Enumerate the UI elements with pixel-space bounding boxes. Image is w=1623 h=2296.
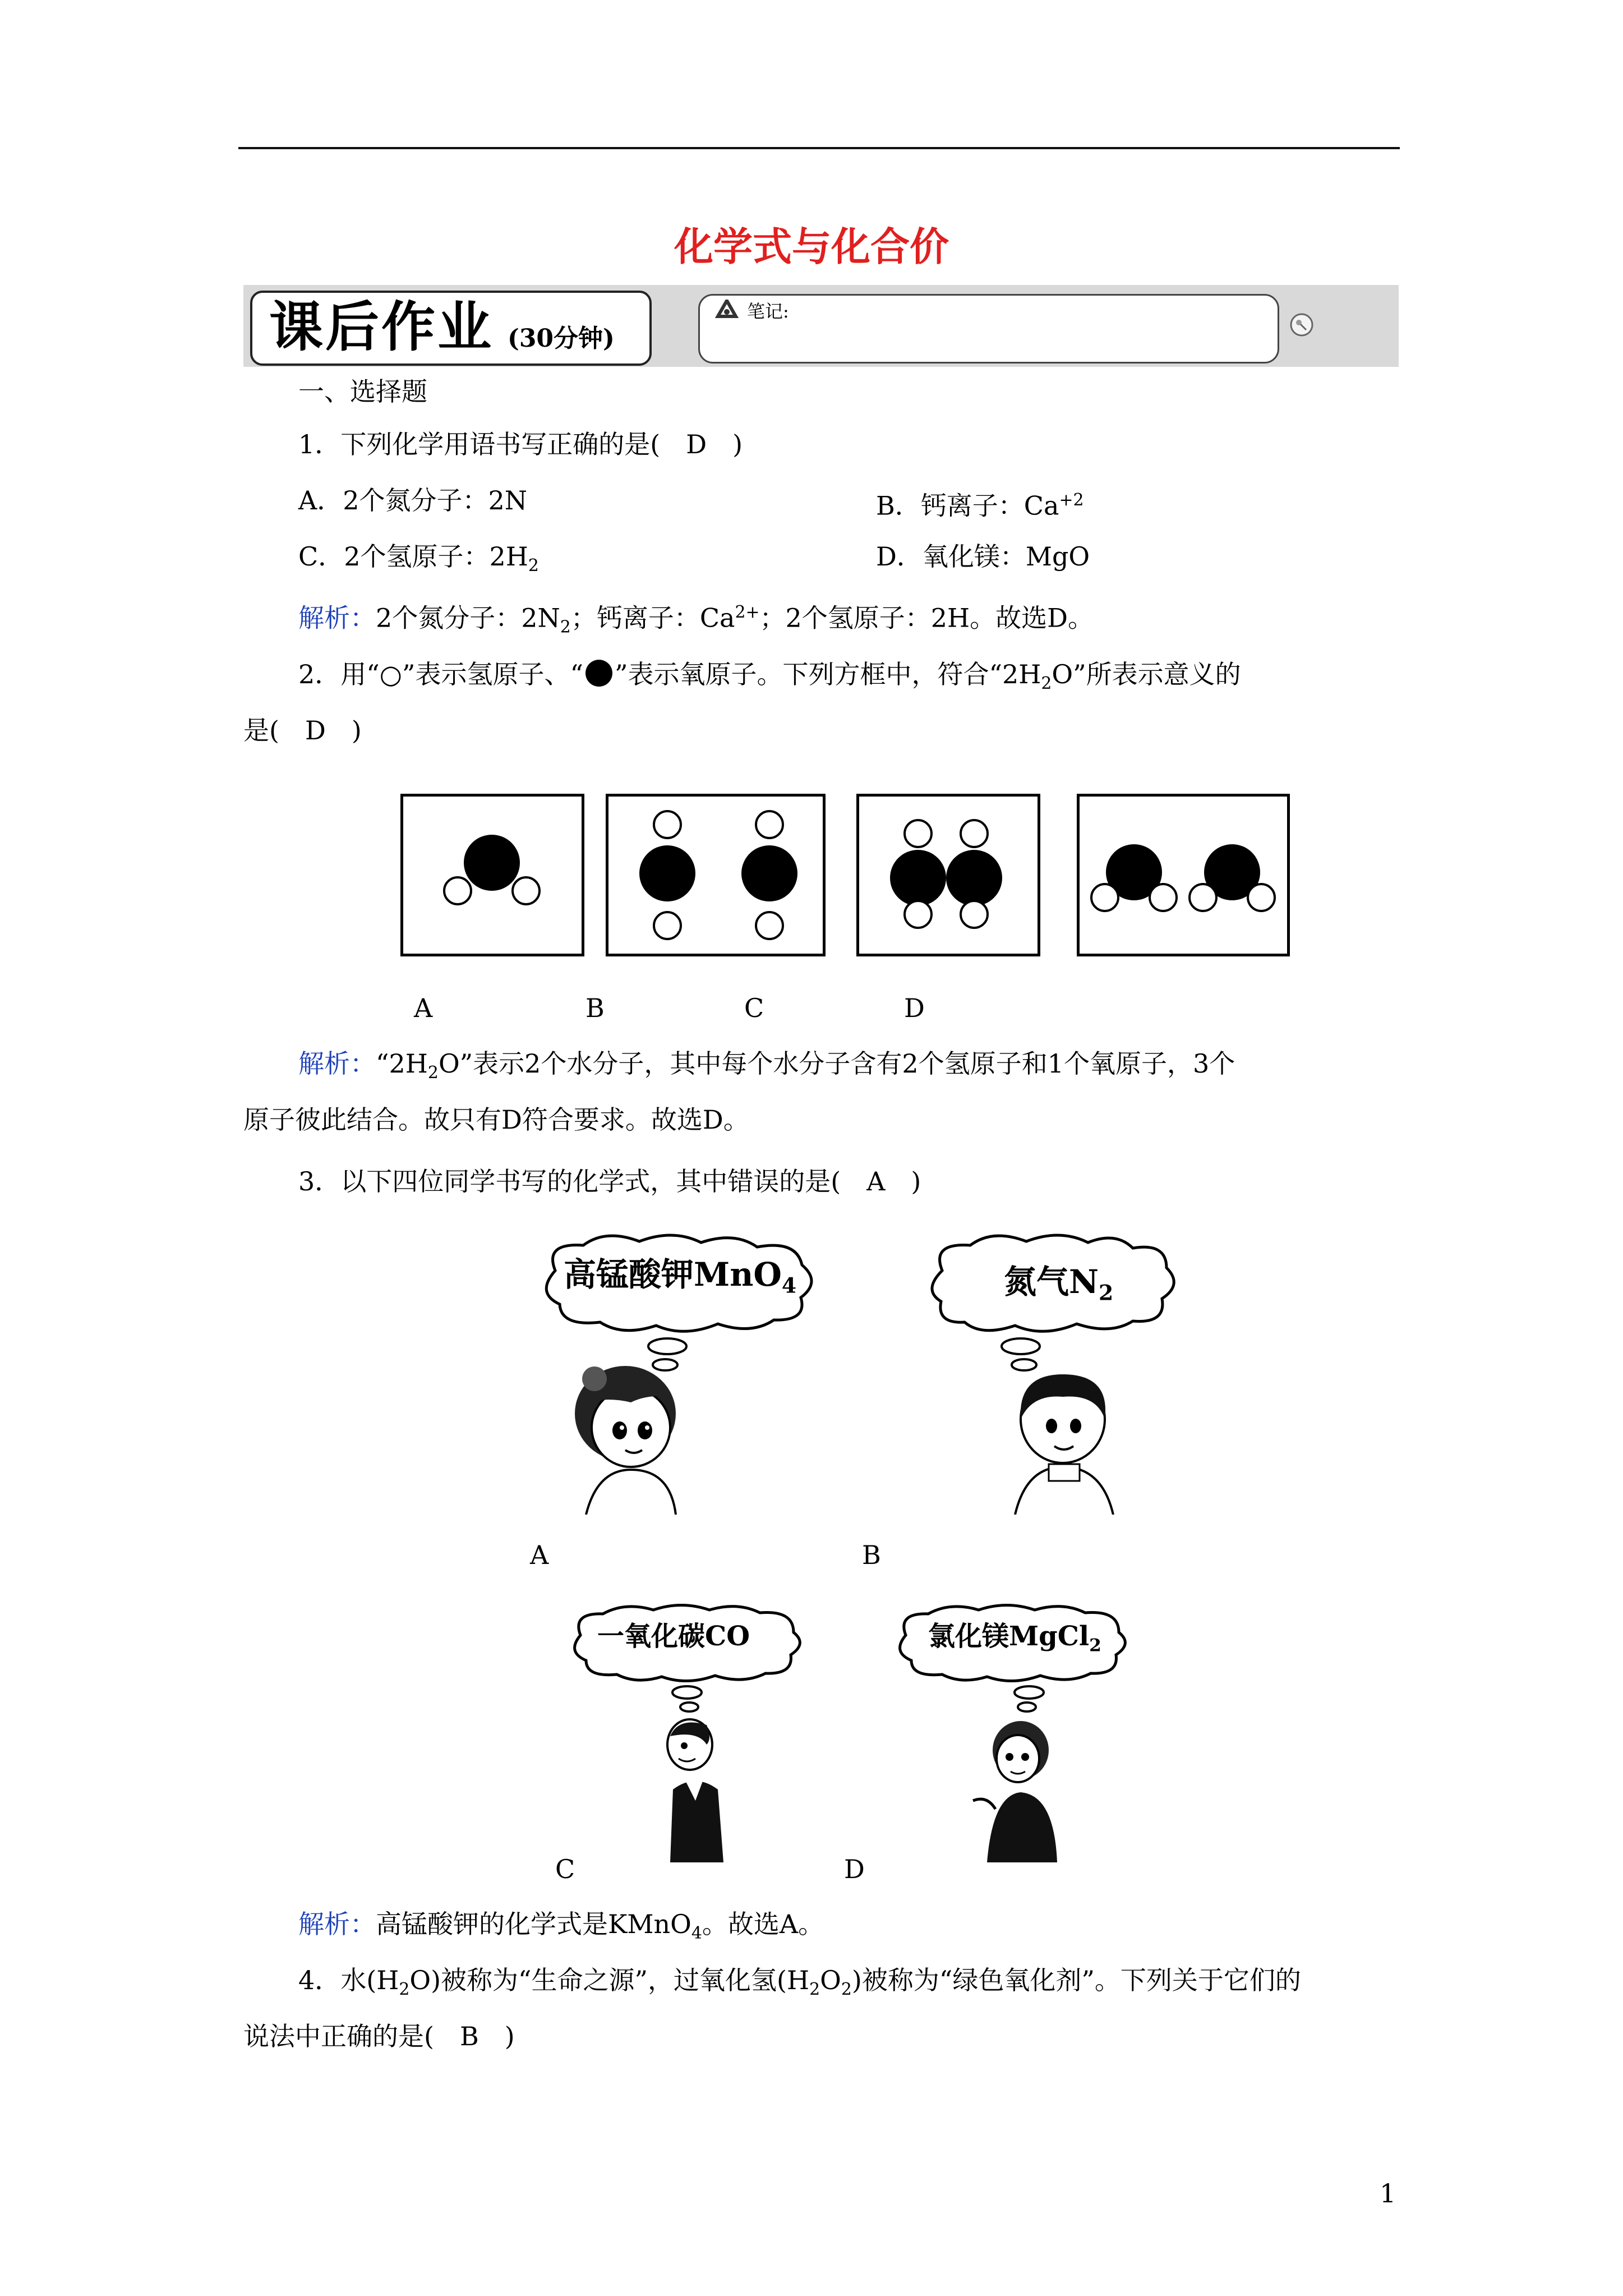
notes-label: 笔记: [747, 301, 789, 322]
molecule-d-drawing [1080, 797, 1287, 954]
q2-label-d: D [904, 993, 925, 1023]
q3-label-a: A [530, 1540, 549, 1570]
page-number: 1 [1380, 2178, 1396, 2208]
bubble-a-text: 高锰酸钾MnO$_4$ [564, 1255, 797, 1298]
q4-stem-line2: 说法中正确的是( B ) [243, 2021, 515, 2051]
q2-analysis: 解析：“$2H_2O$”表示2个水分子，其中每个水分子含有2个氢原子和1个氧原子，3个 [298, 1048, 1235, 1083]
q3-label-c: C [555, 1854, 575, 1884]
q3-stem: 3．以下四位同学书写的化学式，其中错误的是( A ) [298, 1166, 921, 1197]
pin-icon [1289, 312, 1315, 338]
molecule-box-c [856, 794, 1040, 956]
q2-analysis-line2: 原子彼此结合。故只有D符合要求。故选D。 [243, 1105, 749, 1135]
q1-option-c: C．2个氢原子：$2H_2$ [298, 541, 539, 576]
bubble-b-text: 氮气$N_2$ [1004, 1263, 1114, 1305]
q3-label-d: D [844, 1854, 865, 1884]
q1-option-a: A．2个氮分子：2N [298, 485, 528, 516]
molecule-box-b [606, 794, 826, 956]
q1-stem: 1．下列化学用语书写正确的是( D ) [298, 429, 743, 459]
section-heading: 一、选择题 [298, 376, 427, 407]
banner-duration: (30分钟) [508, 324, 615, 353]
oxygen-atom-icon [585, 660, 612, 687]
q4-stem: 4．水$(H_2O)$被称为“生命之源”，过氧化氢$(H_2O_2)$被称为“绿色氧化剂”。下列关于它们的 [298, 1965, 1301, 2000]
molecule-box-a [400, 794, 584, 956]
molecule-c-drawing [859, 797, 1038, 954]
q3-analysis: 解析：高锰酸钾的化学式是KMnO$_4$。故选A。 [298, 1909, 824, 1944]
q2-stem-line2: 是( D ) [243, 715, 362, 746]
student-boy-c-illustration [645, 1711, 746, 1862]
molecule-b-drawing [608, 797, 823, 954]
recycle-icon [711, 300, 743, 322]
q1-option-b: B．钙离子：$Ca^{+2}$ [876, 490, 1084, 521]
q1-option-d: D．氧化镁：MgO [876, 541, 1090, 572]
student-boy-b-illustration [998, 1363, 1127, 1515]
page-title: 化学式与化合价 [674, 223, 949, 270]
bubble-c-text: 一氧化碳CO [597, 1621, 750, 1652]
molecule-box-d [1077, 794, 1290, 956]
bubble-d-text: 氯化镁MgCl$_2$ [928, 1621, 1101, 1656]
q3-label-b: B [862, 1540, 881, 1570]
q1-analysis: 解析：2个氮分子：$2N_2$；钙离子：$Ca^{2+}$；2个氢原子：2H。故选D。 [298, 602, 1094, 637]
header-rule [238, 147, 1400, 149]
q2-stem: 2．用“○”表示氢原子、“ ”表示氧原子。下列方框中，符合“$2H_2O$”所表示意义的 [298, 659, 1241, 694]
student-girl-d-illustration [965, 1711, 1077, 1862]
banner-title: 课后作业 [269, 296, 494, 358]
molecule-a-drawing [403, 797, 582, 954]
q2-label-b: B [585, 993, 605, 1023]
q2-label-c: C [744, 993, 764, 1023]
q2-label-a: A [414, 993, 433, 1023]
student-girl-a-illustration [564, 1363, 693, 1515]
